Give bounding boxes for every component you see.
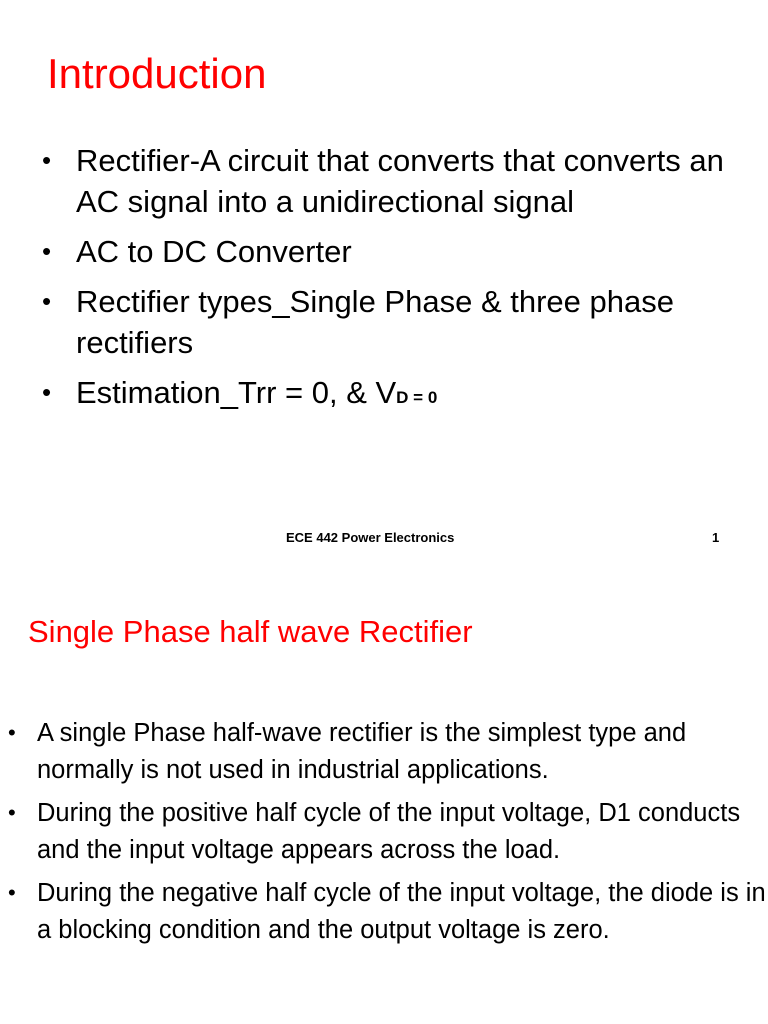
bullet-text: During the positive half cycle of the input voltage, D1 conducts and the input voltage appears across the load. [37,799,741,864]
bullet-icon: • [8,720,16,745]
bullet-text: AC to DC Converter [76,234,352,269]
bullet-item-estimation [42,372,742,413]
slide-1-title: Introduction [47,50,267,97]
bullet-icon: • [42,377,52,407]
bullet-item [42,281,742,363]
bullet-item [42,140,742,222]
bullet-item [8,715,766,788]
estimation-text: Estimation_Trr = 0, & V [76,375,397,410]
bullet-text: A single Phase half-wave rectifier is the simplest type and normally is not used in industrial applications. [37,719,687,784]
footer-page-number: 1 [712,530,720,545]
bullet-text: Rectifier-A circuit that converts that converts an AC signal into a unidirectional signal [76,143,724,219]
bullet-icon: • [8,880,16,905]
bullet-icon: • [8,800,16,825]
slide-2 [0,560,768,1024]
slide-2-bullet-list [8,715,766,955]
bullet-item [8,875,766,948]
slide-2-title: Single Phase half wave Rectifier [28,614,473,649]
footer-course-title: ECE 442 Power Electronics [286,530,455,545]
bullet-icon: • [42,286,52,316]
bullet-item [8,795,766,868]
estimation-subscript: D = 0 [396,388,438,407]
bullet-text: Rectifier types_Single Phase & three phase rectifiers [76,284,674,360]
slide-1-bullet-list [42,140,742,422]
bullet-text: During the negative half cycle of the input voltage, the diode is in a blocking condition and the output voltage is zero. [37,879,766,944]
bullet-item [42,231,742,272]
bullet-icon: • [42,145,52,175]
bullet-icon: • [42,236,52,266]
